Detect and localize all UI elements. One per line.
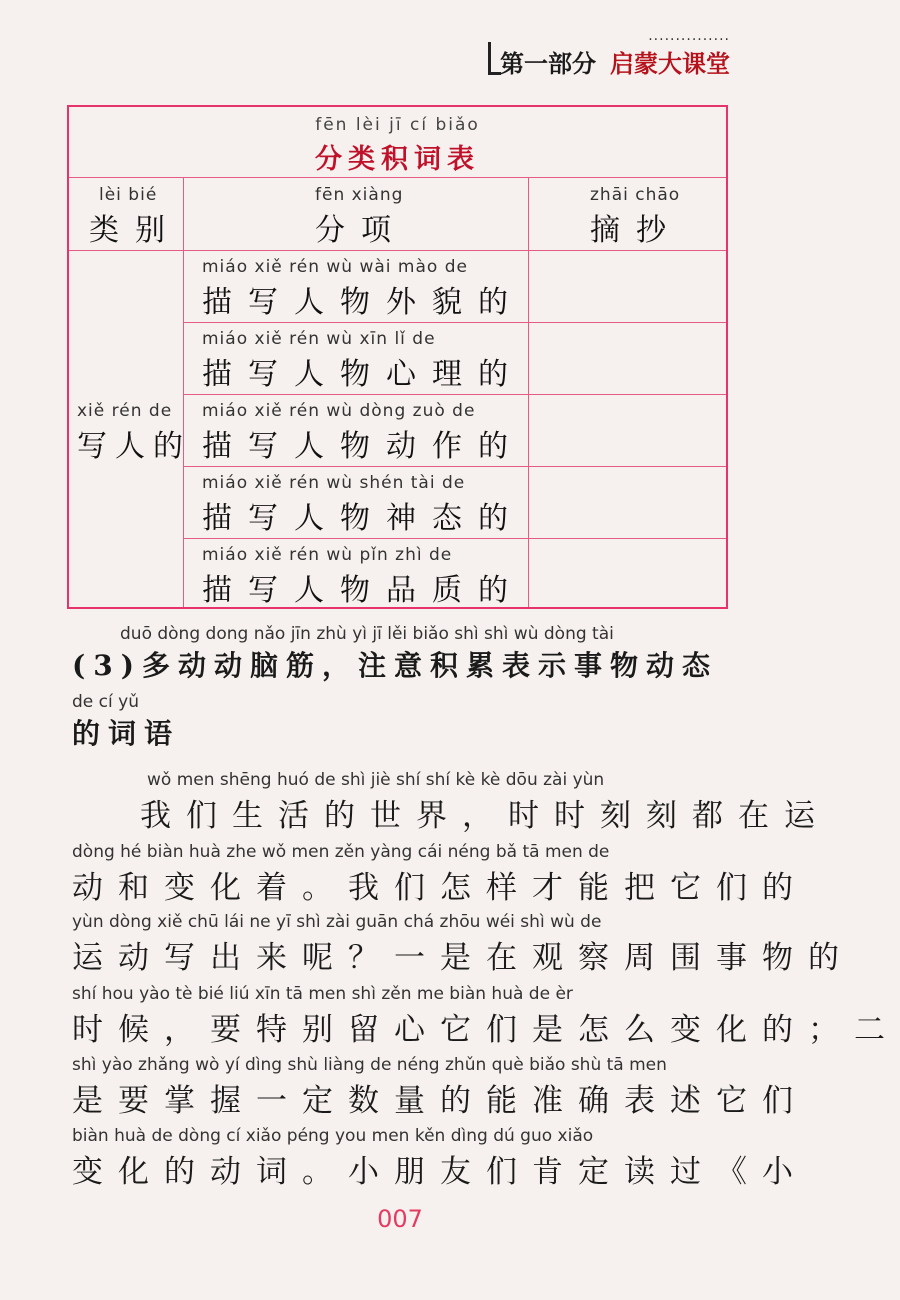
row-pinyin: miáo xiě rén wù xīn lǐ de [202, 329, 436, 349]
line-pinyin: shí hou yào tè bié liú xīn tā men shì zěn me biàn huà de èr [72, 984, 573, 1004]
heading-text: (3)多动动脑筋，注意积累表示事物动态 [72, 649, 718, 682]
category-cell [77, 401, 191, 465]
column-header-text: 分项 [315, 213, 407, 248]
row-text: 描写人物动作的 [202, 429, 524, 464]
category-pinyin: xiě rén de [77, 401, 173, 421]
row-pinyin: miáo xiě rén wù shén tài de [202, 473, 466, 493]
column-header-text: 摘抄 [590, 213, 682, 248]
category-text: 写人的 [77, 429, 191, 464]
table-row [202, 401, 524, 465]
row-pinyin: miáo xiě rén wù dòng zuò de [202, 401, 476, 421]
column-header-pinyin: fēn xiàng [315, 185, 404, 205]
line-text: 动和变化着。我们怎样才能把它们的 [72, 870, 808, 906]
row-pinyin: miáo xiě rén wù pǐn zhì de [202, 545, 453, 565]
row-text: 描写人物外貌的 [202, 285, 524, 320]
row-pinyin: miáo xiě rén wù wài mào de [202, 257, 468, 277]
heading-pinyin: duō dòng dong nǎo jīn zhù yì jī lěi biǎo shì shì wù dòng tài [120, 624, 614, 644]
paragraph-line [72, 984, 900, 1049]
table-title [69, 107, 726, 177]
column-header-category [89, 185, 181, 249]
paragraph-line [72, 842, 808, 907]
line-text: 我们生活的世界，时时刻刻都在运 [140, 798, 830, 834]
heading-pinyin: de cí yǔ [72, 692, 139, 712]
column-header-pinyin: zhāi chāo [590, 185, 681, 205]
line-text: 变化的动词。小朋友们肯定读过《小 [72, 1154, 808, 1190]
heading-text: 的词语 [72, 717, 181, 750]
table-rule [528, 177, 529, 607]
table-row [202, 329, 524, 393]
line-pinyin: biàn huà de dòng cí xiǎo péng you men kěn dìng dú guo xiǎo [72, 1126, 594, 1146]
table-rule [69, 250, 726, 251]
line-text: 时候，要特别留心它们是怎么变化的；二 [72, 1012, 900, 1048]
table-row [202, 257, 524, 321]
row-text: 描写人物品质的 [202, 573, 524, 608]
header-bracket [488, 42, 501, 75]
table-rule [69, 177, 726, 178]
column-header-text: 类别 [89, 213, 181, 248]
table-title-pinyin: fēn lèi jī cí biǎo [315, 115, 480, 135]
paragraph-line [72, 770, 830, 835]
running-header [500, 28, 730, 79]
vocabulary-table [67, 105, 728, 609]
section-heading [72, 624, 742, 752]
line-pinyin: dòng hé biàn huà zhe wǒ men zěn yàng cái néng bǎ tā men de [72, 842, 610, 862]
header-course: 启蒙大课堂 [610, 49, 730, 78]
line-pinyin: shì yào zhǎng wò yí dìng shù liàng de néng zhǔn què biǎo shù tā men [72, 1055, 667, 1075]
page-number: 007 [377, 1205, 423, 1233]
paragraph-line [72, 1126, 808, 1191]
line-text: 运动写出来呢？一是在观察周围事物的 [72, 940, 854, 976]
row-text: 描写人物神态的 [202, 501, 524, 536]
table-rule [183, 177, 184, 607]
column-header-pinyin: lèi bié [99, 185, 158, 205]
paragraph-line [72, 1055, 808, 1120]
line-pinyin: yùn dòng xiě chū lái ne yī shì zài guān chá zhōu wéi shì wù de [72, 912, 602, 932]
header-part: 第一部分 [500, 49, 596, 78]
table-rule [183, 466, 726, 467]
header-dots: ............... [648, 28, 730, 44]
table-title-text: 分类积词表 [315, 144, 480, 175]
table-row [202, 473, 524, 537]
table-rule [183, 394, 726, 395]
table-row [202, 545, 524, 609]
paragraph-line [72, 912, 854, 977]
line-pinyin: wǒ men shēng huó de shì jiè shí shí kè kè dōu zài yùn [147, 770, 605, 790]
table-rule [183, 538, 726, 539]
table-rule [183, 322, 726, 323]
row-text: 描写人物心理的 [202, 357, 524, 392]
line-text: 是要掌握一定数量的能准确表述它们 [72, 1083, 808, 1119]
column-header-item [315, 185, 407, 249]
column-header-excerpt [590, 185, 682, 249]
